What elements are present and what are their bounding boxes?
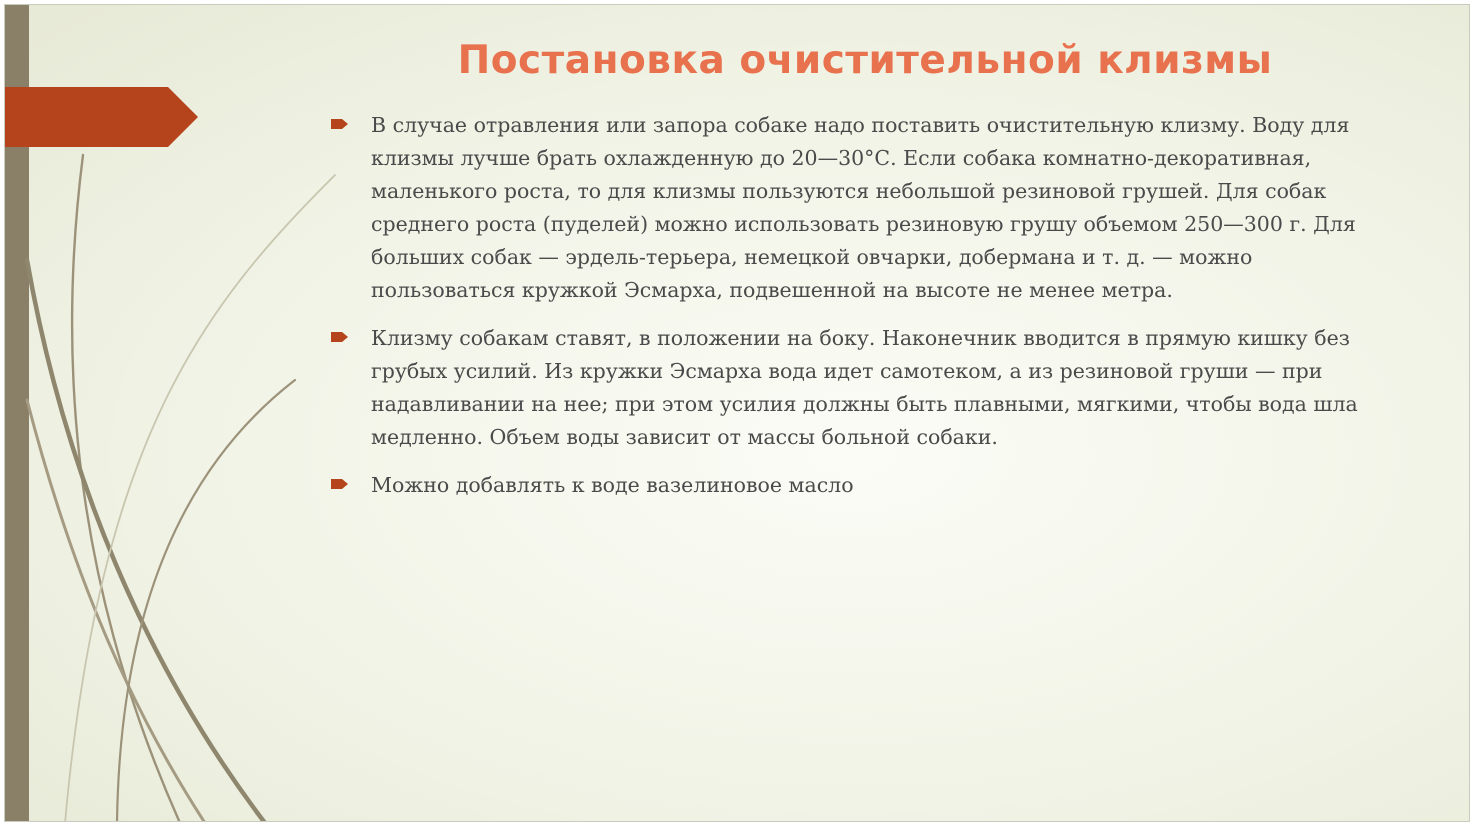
decor-line [117, 380, 295, 822]
bullet-item [331, 322, 1391, 454]
decor-line [27, 400, 205, 822]
bullet-item [331, 109, 1391, 307]
arrow-bullet-icon [331, 478, 349, 490]
bullet-list [331, 109, 1391, 517]
accent-arrow-shape [5, 87, 198, 147]
bullet-text: Клизму собакам ставят, в положении на боку. Наконечник вводится в прямую кишку без грубых усилий. Из кружки Эсмарха вода идет самотеком, а из резиновой груши — при надавливании на нее; при этом усилия должны быть плавными, мягкими, чтобы вода шла медленно. Объем воды зависит от массы больной собаки. [371, 326, 1358, 449]
bullet-text: Можно добавлять к воде вазелиновое масло [371, 473, 854, 497]
presentation-slide [4, 4, 1470, 822]
arrow-bullet-icon [331, 118, 349, 130]
slide-title: Постановка очистительной клизмы [457, 38, 1273, 83]
arrow-bullet-icon [331, 331, 349, 343]
bullet-item [331, 469, 1391, 502]
bullet-text: В случае отравления или запора собаке надо поставить очистительную клизму. Воду для клизмы лучше брать охлажденную до 20—30°С. Если собака комнатно-декоративная, маленького роста, то для клизмы пользуются небольшой резиновой грушей. Для собак среднего роста (пуделей) можно использовать резиновую грушу объемом 250—300 г. Для больших собак — эрдель-терьера, немецкой овчарки, добермана и т. д. — можно пользоваться кружкой Эсмарха, подвешенной на высоте не менее метра. [371, 113, 1356, 302]
